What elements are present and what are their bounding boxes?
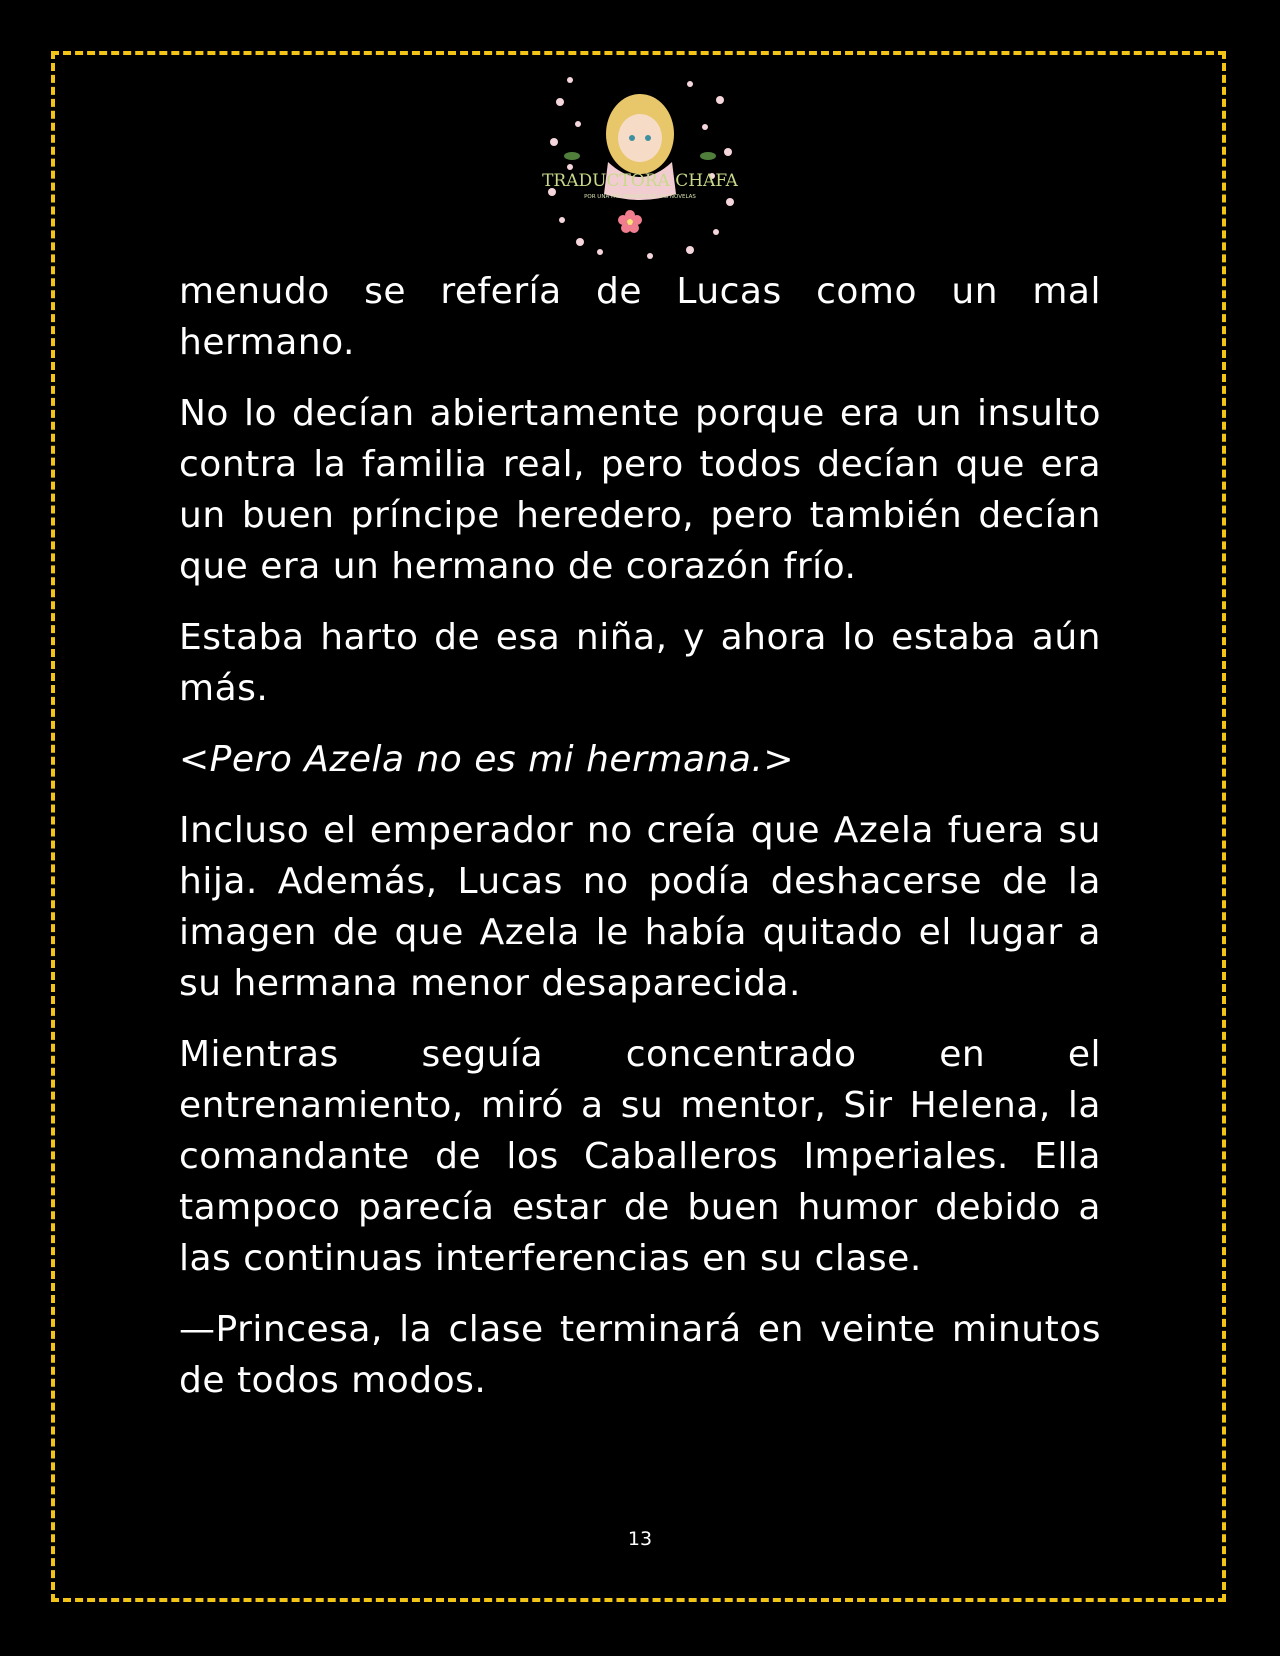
dialogue-paragraph: —Princesa, la clase terminará en veinte minutos de todos modos. — [179, 1309, 1101, 1401]
paragraph: Incluso el emperador no creía que Azela fuera su hija. Además, Lucas no podía deshacerse de la imagen de que Azela le había quitado el lugar a su hermana menor desaparecida. — [179, 810, 1101, 1004]
page-number: 13 — [627, 1528, 653, 1550]
paragraph: Estaba harto de esa niña, y ahora lo estaba aún más. — [179, 617, 1101, 709]
thought-paragraph: <Pero Azela no es mi hermana.> — [179, 739, 794, 780]
logo-subtitle: POR UNA FAN AMANTE DE LAS NOVELAS — [584, 194, 696, 200]
chapter-text — [179, 266, 1101, 1426]
paragraph: No lo decían abiertamente porque era un insulto contra la familia real, pero todos decían que era un buen príncipe heredero, pero también decían que era un hermano de corazón frío. — [179, 393, 1101, 587]
logo-title: TRADUCTORA CHAFA — [542, 171, 738, 191]
translator-logo — [540, 72, 740, 262]
paragraph: Mientras seguía concentrado en el entrenamiento, miró a su mentor, Sir Helena, la comandante de los Caballeros Imperiales. Ella tampoco parecía estar de buen humor debido a las continuas interferencias en su clase. — [179, 1034, 1101, 1279]
paragraph: menudo se refería de Lucas como un mal hermano. — [179, 271, 1101, 363]
